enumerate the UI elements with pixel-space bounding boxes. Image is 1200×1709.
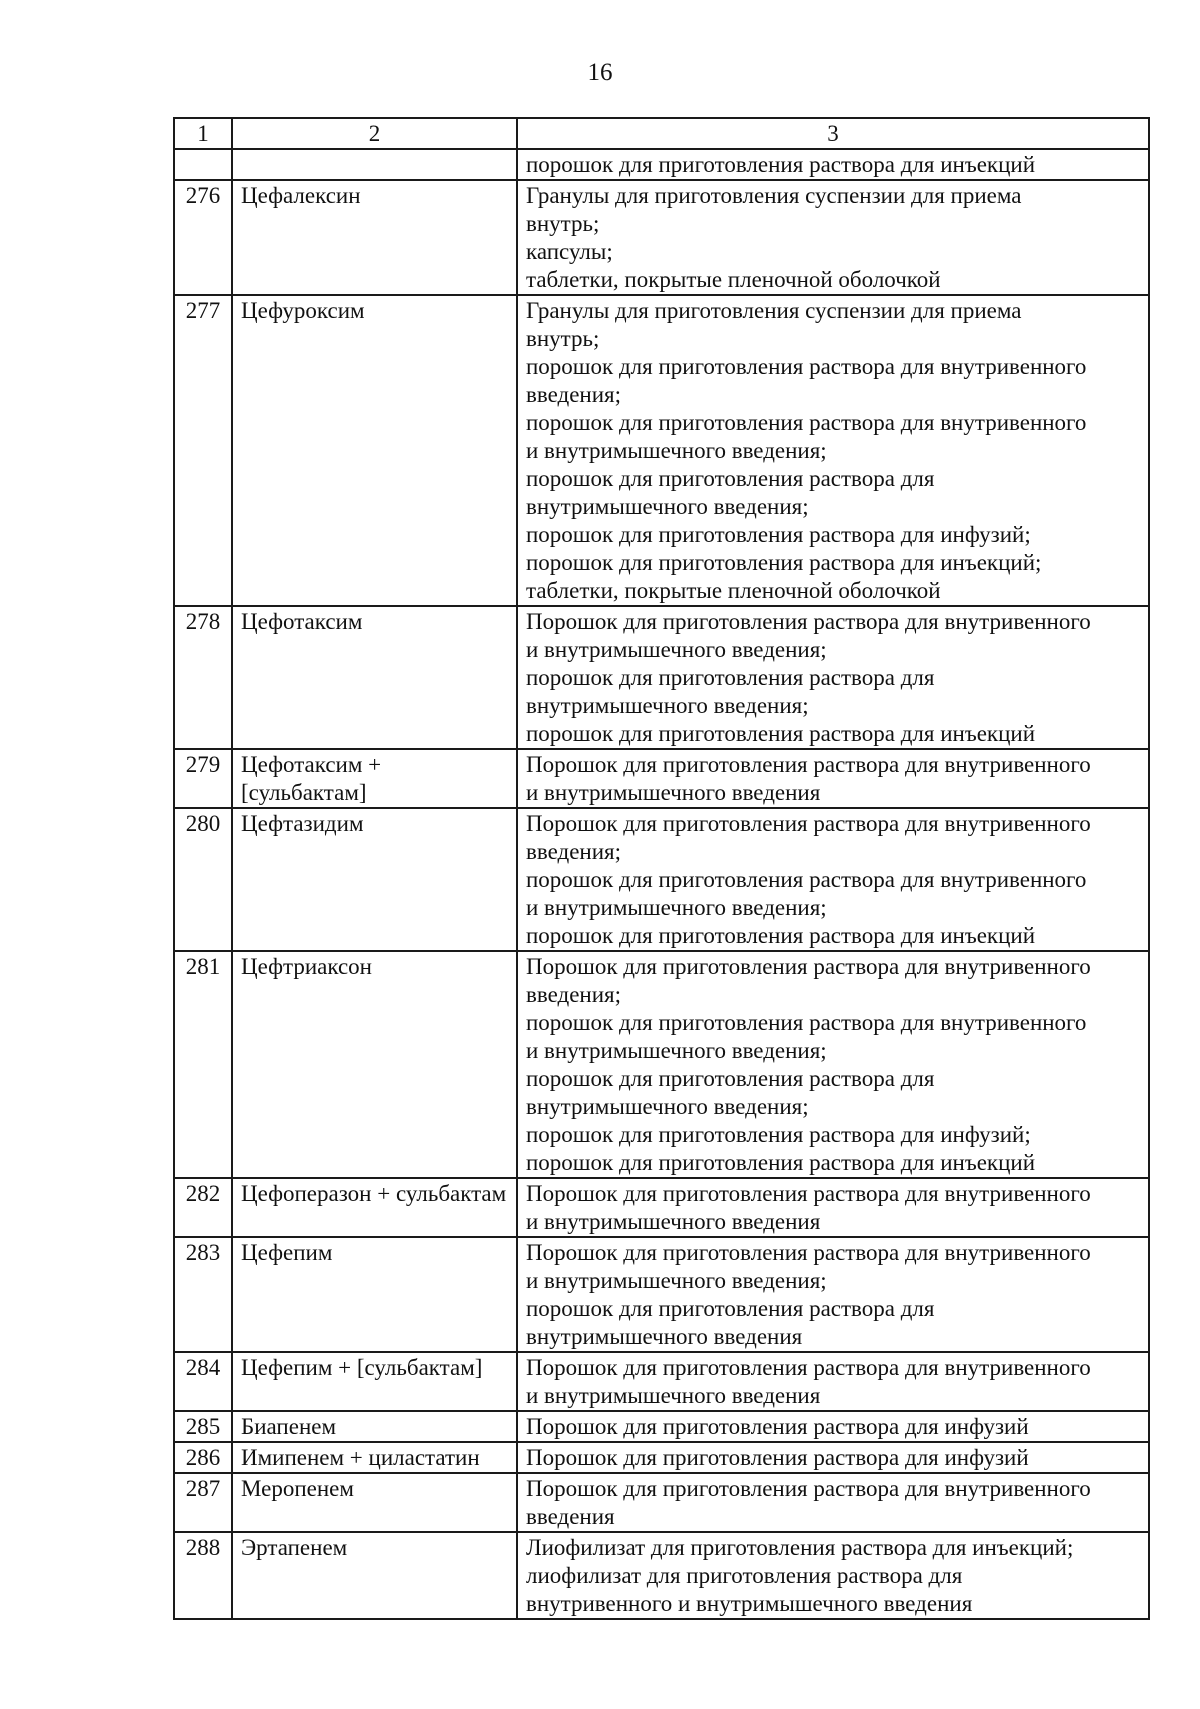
dosage-forms bbox=[517, 149, 1149, 180]
table-row bbox=[174, 295, 1149, 606]
dosage-form-line: и внутримышечного введения; bbox=[526, 1268, 827, 1293]
dosage-form-line: порошок для приготовления раствора для bbox=[526, 1296, 935, 1321]
dosage-form-line: внутрь; bbox=[526, 326, 600, 351]
row-number: 277 bbox=[174, 295, 232, 606]
drug-name: Эртапенем bbox=[232, 1532, 517, 1619]
table-row bbox=[174, 1178, 1149, 1237]
row-number: 280 bbox=[174, 808, 232, 951]
dosage-form-line: порошок для приготовления раствора для инъекций bbox=[526, 1150, 1036, 1175]
table-row bbox=[174, 951, 1149, 1178]
drug-name: Цефалексин bbox=[232, 180, 517, 295]
dosage-form-line: введения; bbox=[526, 982, 621, 1007]
dosage-forms bbox=[517, 1473, 1149, 1532]
table-row bbox=[174, 1352, 1149, 1411]
dosage-form-line: Гранулы для приготовления суспензии для приема bbox=[526, 183, 1022, 208]
column-header-name: 2 bbox=[232, 118, 517, 149]
dosage-form-line: порошок для приготовления раствора для bbox=[526, 1066, 935, 1091]
dosage-form-line: Порошок для приготовления раствора для внутривенного bbox=[526, 1181, 1091, 1206]
dosage-form-line: и внутримышечного введения bbox=[526, 780, 821, 805]
dosage-form-line: Порошок для приготовления раствора для внутривенного bbox=[526, 954, 1091, 979]
row-number bbox=[174, 149, 232, 180]
drug-name: Имипенем + циластатин bbox=[232, 1442, 517, 1473]
drug-name: Цефотаксим bbox=[232, 606, 517, 749]
dosage-forms bbox=[517, 808, 1149, 951]
dosage-form-line: введения; bbox=[526, 839, 621, 864]
dosage-form-line: порошок для приготовления раствора для bbox=[526, 665, 935, 690]
dosage-form-line: порошок для приготовления раствора для инъекций; bbox=[526, 550, 1042, 575]
dosage-form-line: внутримышечного введения; bbox=[526, 1094, 809, 1119]
dosage-form-line: Порошок для приготовления раствора для внутривенного bbox=[526, 609, 1091, 634]
dosage-form-line: Лиофилизат для приготовления раствора для инъекций; bbox=[526, 1535, 1074, 1560]
dosage-form-line: и внутримышечного введения; bbox=[526, 438, 827, 463]
dosage-form-line: капсулы; bbox=[526, 239, 613, 264]
dosage-form-line: введения bbox=[526, 1504, 615, 1529]
table-body bbox=[174, 149, 1149, 1619]
dosage-forms bbox=[517, 1178, 1149, 1237]
dosage-forms bbox=[517, 606, 1149, 749]
column-header-forms: 3 bbox=[517, 118, 1149, 149]
row-number: 276 bbox=[174, 180, 232, 295]
table-row bbox=[174, 606, 1149, 749]
dosage-form-line: и внутримышечного введения; bbox=[526, 1038, 827, 1063]
dosage-form-line: порошок для приготовления раствора для инъекций bbox=[526, 152, 1036, 177]
dosage-form-line: порошок для приготовления раствора для инъекций bbox=[526, 923, 1036, 948]
drug-name: Цефоперазон + сульбактам bbox=[232, 1178, 517, 1237]
row-number: 282 bbox=[174, 1178, 232, 1237]
row-number: 287 bbox=[174, 1473, 232, 1532]
dosage-form-line: Порошок для приготовления раствора для внутривенного bbox=[526, 1355, 1091, 1380]
dosage-form-line: Порошок для приготовления раствора для внутривенного bbox=[526, 1476, 1091, 1501]
drug-name: Цефотаксим + [сульбактам] bbox=[232, 749, 517, 808]
dosage-forms bbox=[517, 1442, 1149, 1473]
dosage-form-line: порошок для приготовления раствора для внутривенного bbox=[526, 354, 1087, 379]
dosage-form-line: и внутримышечного введения; bbox=[526, 895, 827, 920]
drug-name: Цефтазидим bbox=[232, 808, 517, 951]
row-number: 281 bbox=[174, 951, 232, 1178]
dosage-forms bbox=[517, 951, 1149, 1178]
drug-name: Биапенем bbox=[232, 1411, 517, 1442]
drug-name: Цефепим bbox=[232, 1237, 517, 1352]
dosage-form-line: внутривенного и внутримышечного введения bbox=[526, 1591, 973, 1616]
dosage-forms bbox=[517, 749, 1149, 808]
table-row bbox=[174, 1473, 1149, 1532]
dosage-form-line: внутримышечного введения; bbox=[526, 494, 809, 519]
dosage-forms bbox=[517, 1352, 1149, 1411]
dosage-form-line: порошок для приготовления раствора для инфузий; bbox=[526, 1122, 1031, 1147]
dosage-forms bbox=[517, 1411, 1149, 1442]
dosage-form-line: порошок для приготовления раствора для bbox=[526, 466, 935, 491]
row-number: 278 bbox=[174, 606, 232, 749]
table-row bbox=[174, 749, 1149, 808]
dosage-form-line: порошок для приготовления раствора для внутривенного bbox=[526, 867, 1087, 892]
dosage-form-line: Гранулы для приготовления суспензии для приема bbox=[526, 298, 1022, 323]
table-row bbox=[174, 1532, 1149, 1619]
dosage-forms bbox=[517, 1532, 1149, 1619]
dosage-form-line: Порошок для приготовления раствора для внутривенного bbox=[526, 1240, 1091, 1265]
row-number: 285 bbox=[174, 1411, 232, 1442]
drug-name: Цефепим + [сульбактам] bbox=[232, 1352, 517, 1411]
dosage-form-line: и внутримышечного введения bbox=[526, 1383, 821, 1408]
dosage-forms bbox=[517, 1237, 1149, 1352]
column-header-number: 1 bbox=[174, 118, 232, 149]
dosage-form-line: Порошок для приготовления раствора для внутривенного bbox=[526, 752, 1091, 777]
table-row bbox=[174, 1237, 1149, 1352]
table-row bbox=[174, 808, 1149, 951]
row-number: 284 bbox=[174, 1352, 232, 1411]
dosage-form-line: порошок для приготовления раствора для инфузий; bbox=[526, 522, 1031, 547]
row-number: 279 bbox=[174, 749, 232, 808]
dosage-form-line: внутримышечного введения bbox=[526, 1324, 803, 1349]
table-row bbox=[174, 180, 1149, 295]
dosage-forms bbox=[517, 180, 1149, 295]
dosage-form-line: Порошок для приготовления раствора для инфузий bbox=[526, 1414, 1029, 1439]
dosage-form-line: порошок для приготовления раствора для инъекций bbox=[526, 721, 1036, 746]
table-header-row bbox=[174, 118, 1149, 149]
dosage-form-line: внутримышечного введения; bbox=[526, 693, 809, 718]
drug-table bbox=[173, 117, 1150, 1620]
dosage-form-line: Порошок для приготовления раствора для внутривенного bbox=[526, 811, 1091, 836]
dosage-form-line: таблетки, покрытые пленочной оболочкой bbox=[526, 267, 941, 292]
table-row bbox=[174, 1442, 1149, 1473]
row-number: 286 bbox=[174, 1442, 232, 1473]
table-row bbox=[174, 149, 1149, 180]
drug-name: Цефуроксим bbox=[232, 295, 517, 606]
dosage-form-line: и внутримышечного введения; bbox=[526, 637, 827, 662]
dosage-form-line: внутрь; bbox=[526, 211, 600, 236]
dosage-form-line: и внутримышечного введения bbox=[526, 1209, 821, 1234]
dosage-form-line: лиофилизат для приготовления раствора для bbox=[526, 1563, 963, 1588]
row-number: 283 bbox=[174, 1237, 232, 1352]
dosage-form-line: порошок для приготовления раствора для внутривенного bbox=[526, 1010, 1087, 1035]
dosage-form-line: введения; bbox=[526, 382, 621, 407]
drug-name: Цефтриаксон bbox=[232, 951, 517, 1178]
drug-name: Меропенем bbox=[232, 1473, 517, 1532]
row-number: 288 bbox=[174, 1532, 232, 1619]
dosage-forms bbox=[517, 295, 1149, 606]
table-row bbox=[174, 1411, 1149, 1442]
dosage-form-line: таблетки, покрытые пленочной оболочкой bbox=[526, 578, 941, 603]
dosage-form-line: Порошок для приготовления раствора для инфузий bbox=[526, 1445, 1029, 1470]
drug-name bbox=[232, 149, 517, 180]
page-number: 16 bbox=[587, 59, 613, 86]
dosage-form-line: порошок для приготовления раствора для внутривенного bbox=[526, 410, 1087, 435]
